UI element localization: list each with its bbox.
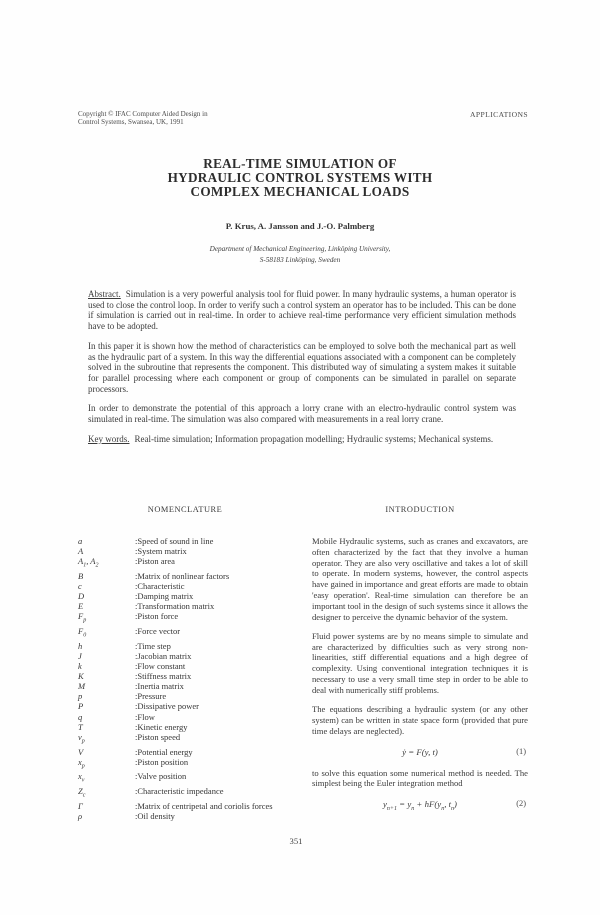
- nomenclature-description: :Kinetic energy: [135, 721, 188, 732]
- equation-1-body: ẏ = F(y, t): [402, 746, 438, 757]
- nomenclature-symbol: V: [78, 746, 84, 757]
- affiliation-line-1: Department of Mechanical Engineering, Linköping University,: [209, 245, 391, 253]
- nomenclature-description: :Characteristic: [135, 581, 185, 592]
- nomenclature-description: :Potential energy: [135, 746, 193, 757]
- nomenclature-description: :Stiffness matrix: [135, 671, 192, 682]
- nomenclature-row: [78, 712, 292, 722]
- nomenclature-row: [78, 611, 292, 626]
- nomenclature-row: [78, 757, 292, 772]
- left-column: [78, 505, 292, 821]
- introduction-paragraph-2: Fluid power systems are by no means simple to simulate and are characterized by difficulties such as very strong non-linearities, stiff differential equations and a high degree of complexity. Using conventional integration techniques it is necessary to use a very small time step in order to be able to deal with numerically stiff problems.: [312, 630, 528, 695]
- nomenclature-description: :Valve position: [135, 771, 187, 782]
- nomenclature-symbol: k: [78, 661, 82, 672]
- nomenclature-symbol: M: [78, 681, 86, 692]
- nomenclature-description: :Piston speed: [135, 731, 181, 742]
- equation-2: [312, 799, 528, 812]
- page-number: 351: [289, 836, 303, 846]
- keywords-label: Key words.: [88, 433, 130, 444]
- introduction-paragraph-4: to solve this equation some numerical method is needed. The simplest being the Euler integration method: [312, 767, 528, 789]
- nomenclature-row: [78, 546, 292, 556]
- affiliation-line-2: S-58183 Linköping, Sweden: [259, 256, 341, 264]
- nomenclature-description: :Flow: [135, 711, 155, 722]
- introduction-paragraph-3: The equations describing a hydraulic system (or any other system) can be written in state space form (provided that pure time delays are neglected).: [312, 704, 528, 736]
- nomenclature-row: [78, 722, 292, 732]
- nomenclature-row: [78, 771, 292, 786]
- introduction-paragraph-1: Mobile Hydraulic systems, such as cranes and excavators, are often characterized by the fact that they involve a human operator. They are also very oscillative and takes a lot of skill to operate. In modern systems, however, the control aspects have gained in importance and great efforts are made to obtain 'easy operation'. Real-time simulation can therefore be an important tool in the design of such systems since it allows the designer to perceive the dynamic behavior of the system.: [312, 536, 528, 622]
- nomenclature-symbol: q: [78, 711, 83, 722]
- nomenclature-symbol: E: [78, 601, 84, 612]
- title-line-3: COMPLEX MECHANICAL LOADS: [190, 184, 410, 200]
- affiliation: [0, 244, 600, 266]
- nomenclature-row: [78, 626, 292, 641]
- nomenclature-description: :Matrix of nonlinear factors: [135, 570, 230, 581]
- nomenclature-heading: NOMENCLATURE: [147, 505, 223, 514]
- nomenclature-symbol: D: [78, 591, 85, 602]
- equation-2-body: $y_{n+1} = y_n + hF(y_n$, $t_n$): [383, 799, 457, 812]
- nomenclature-description: :Pressure: [135, 691, 167, 702]
- nomenclature-row: [78, 581, 292, 591]
- introduction-heading: INTRODUCTION: [385, 505, 455, 514]
- nomenclature-symbol: Γ: [78, 800, 83, 811]
- nomenclature-description: :Piston position: [135, 756, 189, 767]
- nomenclature-description: :Jacobian matrix: [135, 651, 192, 661]
- nomenclature-row: [78, 747, 292, 757]
- nomenclature-symbol: A: [78, 546, 84, 557]
- nomenclature-symbol: c: [78, 581, 82, 592]
- nomenclature-row: [78, 786, 292, 801]
- nomenclature-description: :Flow constant: [135, 661, 186, 672]
- nomenclature-symbol: $v_p$: [78, 731, 85, 745]
- nomenclature-row: [78, 601, 292, 611]
- nomenclature-description: :Piston area: [135, 556, 175, 567]
- nomenclature-description: :Dissipative power: [135, 701, 199, 712]
- nomenclature-row: [78, 681, 292, 691]
- right-column: [312, 505, 528, 823]
- title-line-2: HYDRAULIC CONTROL SYSTEMS WITH: [167, 170, 433, 186]
- nomenclature-symbol: T: [78, 721, 83, 732]
- nomenclature-description: :Inertia matrix: [135, 681, 184, 692]
- nomenclature-symbol: P: [78, 701, 84, 712]
- nomenclature-symbol: h: [78, 640, 83, 651]
- nomenclature-list: [78, 536, 292, 821]
- nomenclature-symbol: $A_1$, $A_2$: [78, 556, 99, 569]
- keywords-paragraph: [88, 434, 516, 445]
- nomenclature-description: :Force vector: [135, 626, 181, 637]
- page-header: [78, 110, 528, 126]
- abstract-label: Abstract.: [88, 289, 121, 299]
- nomenclature-row: [78, 571, 292, 581]
- abstract-paragraph-3: In order to demonstrate the potential of this approach a lorry crane with an electro-hydraulic control system was simulated in real-time. The simulation was also compared with measurements in a real lorry crane.: [88, 403, 516, 425]
- nomenclature-row: [78, 661, 292, 671]
- nomenclature-description: :Oil density: [135, 811, 175, 822]
- abstract-block: [88, 289, 516, 453]
- title-line-1: REAL-TIME SIMULATION OF: [203, 156, 397, 171]
- nomenclature-description: :Characteristic impedance: [135, 786, 224, 797]
- nomenclature-description: :System matrix: [135, 546, 187, 557]
- copyright-line-2: Control Systems, Swansea, UK, 1991: [78, 118, 184, 127]
- nomenclature-symbol: p: [78, 691, 83, 702]
- paper-title: [0, 157, 600, 200]
- nomenclature-row: [78, 801, 292, 811]
- nomenclature-symbol: $Z_c$: [78, 786, 86, 799]
- nomenclature-symbol: ρ: [78, 811, 83, 822]
- nomenclature-row: [78, 701, 292, 711]
- authors-line: P. Krus, A. Jansson and J.-O. Palmberg: [225, 221, 375, 231]
- header-section-label: APPLICATIONS: [470, 110, 528, 119]
- nomenclature-description: :Damping matrix: [135, 591, 194, 602]
- abstract-paragraph-1: [88, 289, 516, 332]
- nomenclature-symbol: $F_0$: [78, 626, 87, 639]
- nomenclature-row: [78, 691, 292, 701]
- copyright-notice: [78, 110, 208, 126]
- nomenclature-description: :Piston force: [135, 611, 179, 622]
- nomenclature-row: [78, 591, 292, 601]
- copyright-line-1: Copyright © IFAC Computer Aided Design in: [78, 110, 208, 118]
- nomenclature-description: :Transformation matrix: [135, 601, 215, 612]
- nomenclature-row: [78, 651, 292, 661]
- abstract-text-1: Simulation is a very powerful analysis tool for fluid power. In many hydraulic systems, a human operator is used to close the control loop. In order to verify such a control system an operator has to be included. This can be done if simulation is carried out in real-time. In order to achieve real-time performance very efficient simulation methods have to be adopted.: [88, 289, 516, 332]
- nomenclature-symbol: a: [78, 536, 83, 546]
- nomenclature-description: :Time step: [135, 640, 171, 651]
- nomenclature-row: [78, 536, 292, 546]
- equation-2-number: (2): [516, 799, 526, 809]
- nomenclature-description: :Speed of sound in line: [135, 536, 214, 546]
- nomenclature-description: :Matrix of centripetal and coriolis forces: [135, 800, 273, 811]
- nomenclature-symbol: K: [78, 671, 84, 682]
- nomenclature-row: [78, 671, 292, 681]
- nomenclature-symbol: $F_p$: [78, 611, 87, 625]
- keywords-text: Real-time simulation; Information propagation modelling; Hydraulic systems; Mechanical systems.: [134, 433, 494, 444]
- nomenclature-row: [78, 556, 292, 571]
- equation-1: [312, 747, 528, 757]
- abstract-paragraph-2: In this paper it is shown how the method of characteristics can be employed to solve both the mechanical part as well as the hydraulic part of a system. In this way the differential equations associated with a component can be completely solved in the subroutine that represents the component. This distributed way of simulating a system makes it suitable for parallel processing where each component or group of components can be simulated in parallel on separate processors.: [88, 340, 516, 394]
- nomenclature-row: [78, 811, 292, 821]
- nomenclature-symbol: $x_v$: [78, 771, 85, 785]
- equation-1-number: (1): [516, 746, 526, 756]
- nomenclature-symbol: B: [78, 570, 84, 581]
- nomenclature-row: [78, 732, 292, 747]
- nomenclature-symbol: $x_p$: [78, 756, 85, 770]
- nomenclature-symbol: J: [78, 651, 82, 661]
- nomenclature-row: [78, 641, 292, 651]
